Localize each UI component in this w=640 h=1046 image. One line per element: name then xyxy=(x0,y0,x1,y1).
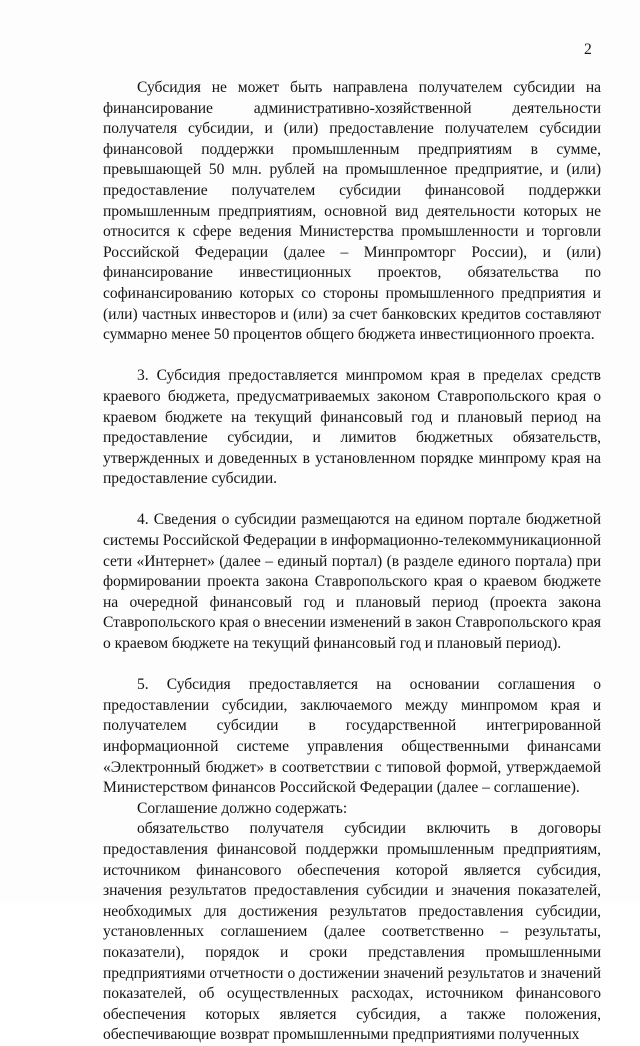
paragraph-5: 5. Субсидия предоставляется на основании соглашения о предоставлении субсидии, заключаемого между минпромом края и получателем субсидии в государственной интегрированной информационной системе управления общественными финансами «Электронный бюджет» в соответствии с типовой формой, утверждаемой Министерством финансов Российской Федерации (далее – соглашение). xyxy=(103,676,601,797)
paragraph-3: 3. Субсидия предоставляется минпромом края в пределах средств краевого бюджета, предусматриваемых законом Ставропольского края о краевом бюджете на текущий финансовый год и плановый период на предоставление субсидии, и лимитов бюджетных обязательств, утвержденных и доведенных в установленном порядке минпрому края на предоставление субсидии. xyxy=(103,367,601,488)
document-body xyxy=(103,78,601,1046)
paragraph-4: 4. Сведения о субсидии размещаются на едином портале бюджетной системы Российской Федерации в информационно-телекоммуникационной сети «Интернет» (далее – единый портал) (в разделе единого портала) при формировании проекта закона Ставропольского края о краевом бюджете на очередной финансовый год и плановый период (проекта закона Ставропольского края о внесении изменений в закон Ставропольского края о краевом бюджете на текущий финансовый год и плановый период). xyxy=(103,511,601,653)
page-number: 2 xyxy=(584,41,592,58)
paragraph-obligation: обязательство получателя субсидии включить в договоры предоставления финансовой поддержки промышленным предприятиям, источником финансового обеспечения которой является субсидия, значения результатов предоставления субсидии и значения показателей, необходимых для достижения результатов предоставления субсидии, установленных соглашением (далее соответственно – результаты, показатели), порядок и сроки представления промышленными предприятиями отчетности о достижении значений результатов и значений показателей, об осуществленных расходах, источником финансового обеспечения которых является субсидия, а также положения, обеспечивающие возврат промышленными предприятиями полученных xyxy=(103,820,601,1044)
paragraph-agreement-intro: Соглашение должно содержать: xyxy=(137,799,348,817)
paragraph-subsidy-restrictions: Субсидия не может быть направлена получателем субсидии на финансирование административно-хозяйственной деятельности получателя субсидии, и (или) предоставление получателем субсидии финансовой поддержки промышленным предприятиям в сумме, превышающей 50 млн. рублей на промышленное предприятие, и (или) предоставление получателем субсидии финансовой поддержки промышленным предприятиям, основной вид деятельности которых не относится к сфере ведения Министерства промышленности и торговли Российской Федерации (далее – Минпромторг России), и (или) финансирование инвестиционных проектов, обязательства по софинансированию которых со стороны промышленного предприятия и (или) частных инвесторов и (или) за счет банковских кредитов составляют суммарно менее 50 процентов общего бюджета инвестиционного проекта. xyxy=(103,79,601,344)
